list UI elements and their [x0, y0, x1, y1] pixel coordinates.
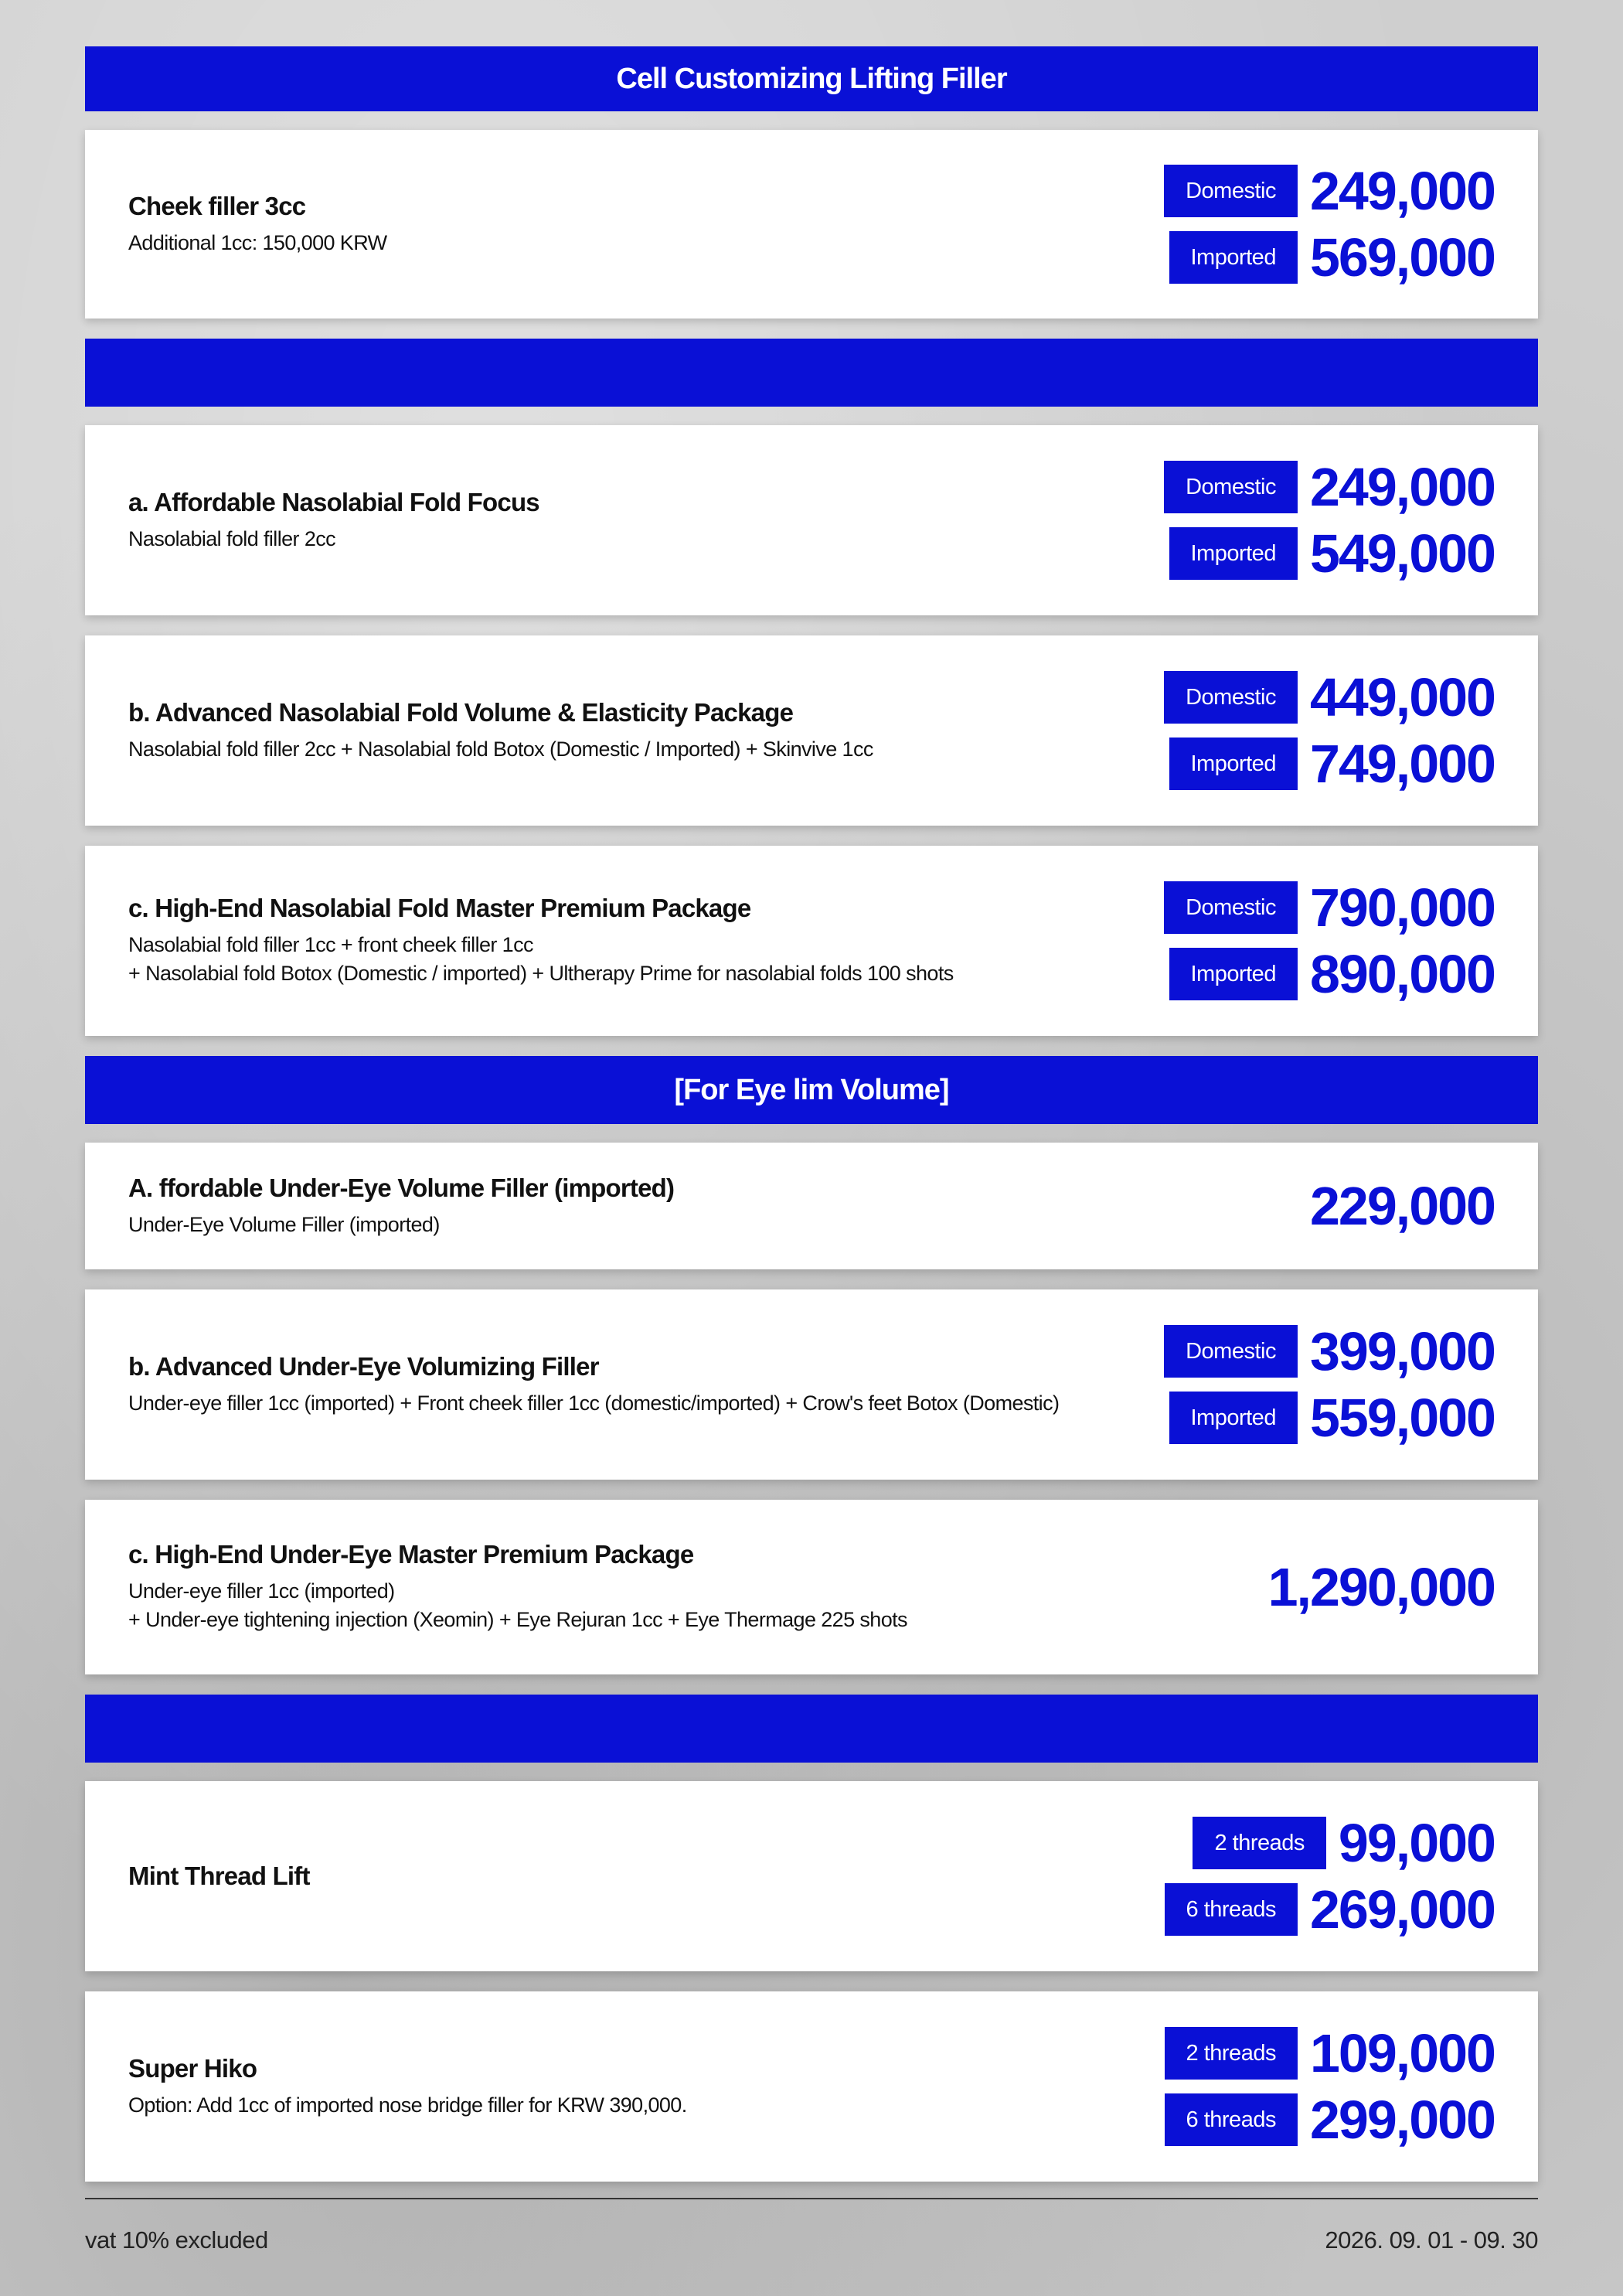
item-info [128, 1174, 674, 1239]
item-title: Cheek filler 3cc [128, 191, 306, 220]
tag-imported: Imported [1169, 527, 1298, 580]
tag-domestic: Domestic [1164, 671, 1298, 724]
item-nasolabial-a [85, 425, 1538, 615]
item-eye-a [85, 1143, 1538, 1269]
price-domestic: 790,000 [1309, 877, 1495, 938]
price-domestic: 249,000 [1309, 457, 1495, 517]
tag-domestic: Domestic [1164, 165, 1298, 217]
item-desc: Under-eye filler 1cc (imported) + Front cheek filler 1cc (domestic/imported) + Crow's feet Botox (Domestic) [128, 1391, 1060, 1415]
item-prices [1165, 2023, 1495, 2150]
item-info [128, 1540, 907, 1634]
price-6-threads: 299,000 [1309, 2090, 1495, 2150]
section-title: [For Eye lim Volume] [674, 1073, 949, 1106]
price-2-threads: 109,000 [1309, 2023, 1495, 2083]
item-desc: Under-Eye Volume Filler (imported) [128, 1212, 440, 1236]
item-prices [1165, 1813, 1495, 1940]
price-6-threads: 269,000 [1309, 1879, 1495, 1940]
price-row-domestic [1164, 1321, 1495, 1381]
item-desc: Option: Add 1cc of imported nose bridge filler for KRW 390,000. [128, 2093, 687, 2117]
section-title: Cell Customizing Lifting Filler [616, 62, 1007, 95]
item-title: b. Advanced Under-Eye Volumizing Filler [128, 1351, 599, 1381]
item-desc: Nasolabial fold filler 2cc + Nasolabial fold Botox (Domestic / Imported) + Skinvive 1cc [128, 737, 873, 761]
item-title: A. ffordable Under-Eye Volume Filler (imported) [128, 1173, 675, 1202]
price-row-domestic [1164, 457, 1495, 517]
tag-6-threads: 6 threads [1165, 1883, 1298, 1936]
price-row-2-threads [1165, 2023, 1495, 2083]
tag-imported: Imported [1169, 738, 1298, 790]
item-desc: Nasolabial fold filler 2cc [128, 526, 336, 550]
price-imported: 569,000 [1309, 227, 1495, 288]
price-domestic: 249,000 [1309, 161, 1495, 221]
item-nasolabial-c [85, 846, 1538, 1036]
item-info [128, 192, 387, 257]
item-cheek-filler [85, 130, 1538, 319]
item-title: c. High-End Under-Eye Master Premium Package [128, 1540, 694, 1569]
item-title: Super Hiko [128, 2053, 257, 2083]
tag-domestic: Domestic [1164, 461, 1298, 513]
item-title: c. High-End Nasolabial Fold Master Premium Package [128, 894, 751, 922]
tag-imported: Imported [1169, 1392, 1298, 1444]
price-imported: 749,000 [1309, 734, 1495, 794]
tag-domestic: Domestic [1164, 881, 1298, 934]
price-row-imported [1169, 523, 1495, 584]
price-imported: 559,000 [1309, 1388, 1495, 1448]
price-domestic: 449,000 [1309, 667, 1495, 727]
item-desc: Additional 1cc: 150,000 KRW [128, 230, 387, 254]
item-desc-line-1: Under-eye filler 1cc (imported) [128, 1579, 395, 1603]
price-row-2-threads [1193, 1813, 1495, 1873]
item-prices [1164, 1321, 1495, 1448]
price-single: 1,290,000 [1267, 1557, 1495, 1617]
item-title: b. Advanced Nasolabial Fold Volume & Elasticity Package [128, 697, 794, 727]
tag-2-threads: 2 threads [1165, 2027, 1298, 2080]
price-row-6-threads [1165, 2090, 1495, 2150]
price-row-domestic [1164, 667, 1495, 727]
tag-2-threads: 2 threads [1193, 1817, 1325, 1869]
item-eye-c [85, 1500, 1538, 1674]
footer-vat-note: vat 10% excluded [85, 2226, 268, 2253]
item-prices [1164, 877, 1495, 1004]
footer-period: 2026. 09. 01 - 09. 30 [1325, 2226, 1538, 2253]
footer-divider [85, 2198, 1538, 2199]
price-imported: 890,000 [1309, 944, 1495, 1004]
item-nasolabial-b [85, 635, 1538, 826]
section-header-thread [85, 1695, 1538, 1763]
section-header-eye [85, 1056, 1538, 1124]
item-info [128, 698, 873, 764]
item-title: a. Affordable Nasolabial Fold Focus [128, 487, 539, 516]
price-row-imported [1169, 1388, 1495, 1448]
price-row-imported [1169, 734, 1495, 794]
tag-imported: Imported [1169, 948, 1298, 1000]
price-list [85, 46, 1538, 2182]
item-info [128, 894, 954, 988]
item-info [128, 2054, 687, 2120]
price-row-imported [1169, 944, 1495, 1004]
item-prices [1164, 457, 1495, 584]
price-imported: 549,000 [1309, 523, 1495, 584]
price-2-threads: 99,000 [1338, 1813, 1495, 1873]
item-title: Mint Thread Lift [128, 1862, 310, 1890]
price-domestic: 399,000 [1309, 1321, 1495, 1381]
item-eye-b [85, 1289, 1538, 1480]
item-prices [1164, 161, 1495, 288]
tag-domestic: Domestic [1164, 1325, 1298, 1378]
price-row-imported [1169, 227, 1495, 288]
item-desc-line-2: + Nasolabial fold Botox (Domestic / imported) + Ultherapy Prime for nasolabial folds 100 shots [128, 962, 954, 985]
tag-imported: Imported [1169, 231, 1298, 284]
price-row-6-threads [1165, 1879, 1495, 1940]
tag-6-threads: 6 threads [1165, 2093, 1298, 2146]
item-info [128, 1862, 310, 1891]
item-desc-line-2: + Under-eye tightening injection (Xeomin) + Eye Rejuran 1cc + Eye Thermage 225 shots [128, 1608, 907, 1631]
section-header-lifting-filler [85, 46, 1538, 111]
item-info [128, 488, 539, 554]
price-row-domestic [1164, 161, 1495, 221]
item-prices [1164, 667, 1495, 794]
item-desc-line-1: Nasolabial fold filler 1cc + front cheek filler 1cc [128, 933, 533, 956]
item-info [128, 1352, 1059, 1418]
price-single: 229,000 [1309, 1176, 1495, 1236]
item-super-hiko [85, 1991, 1538, 2182]
price-row-domestic [1164, 877, 1495, 938]
item-mint-thread-lift [85, 1781, 1538, 1971]
section-header-nasolabial [85, 339, 1538, 407]
